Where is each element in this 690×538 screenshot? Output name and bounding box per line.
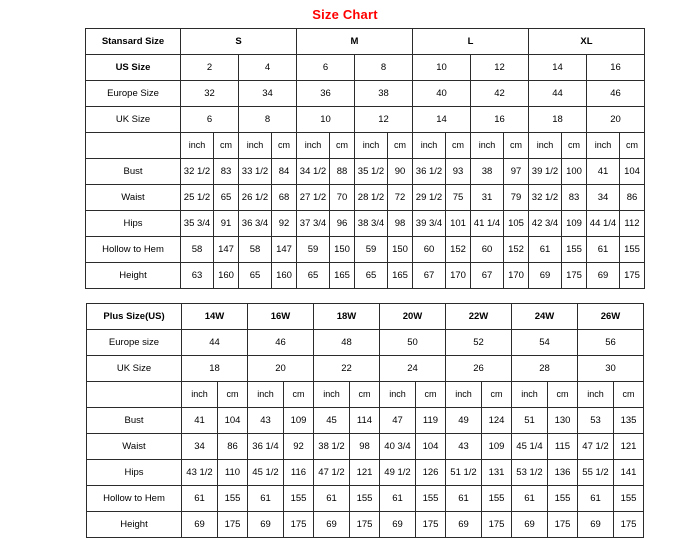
cell: 18 [182, 356, 248, 382]
cell: 45 [314, 408, 350, 434]
cell: 41 [587, 159, 620, 185]
cell: 155 [218, 486, 248, 512]
cell: 69 [587, 263, 620, 289]
cell: 43 [446, 434, 482, 460]
cell: 69 [578, 512, 614, 538]
row-label-us-size: US Size [86, 55, 181, 81]
unit-cell: inch [380, 382, 416, 408]
page-title: Size Chart [312, 7, 378, 22]
cell: 170 [504, 263, 529, 289]
table-row-europe-size [87, 330, 644, 356]
unit-cell: cm [620, 133, 645, 159]
cell: 61 [248, 486, 284, 512]
cell: 8 [355, 55, 413, 81]
cell: 18 [529, 107, 587, 133]
cell: 45 1/4 [512, 434, 548, 460]
cell: 27 1/2 [297, 185, 330, 211]
unit-cell: cm [614, 382, 644, 408]
cell: 46 [587, 81, 645, 107]
cell: 175 [416, 512, 446, 538]
units-row-label [86, 133, 181, 159]
cell: 22 [314, 356, 380, 382]
cell: 61 [512, 486, 548, 512]
group-20w: 20W [380, 304, 446, 330]
cell: 121 [614, 434, 644, 460]
cell: 92 [284, 434, 314, 460]
unit-cell: cm [350, 382, 380, 408]
unit-cell: cm [284, 382, 314, 408]
row-label-hollow-to-hem: Hollow to Hem [86, 237, 181, 263]
group-18w: 18W [314, 304, 380, 330]
cell: 36 1/2 [413, 159, 446, 185]
unit-cell: inch [314, 382, 350, 408]
cell: 69 [529, 263, 562, 289]
unit-cell: inch [248, 382, 284, 408]
unit-cell: inch [471, 133, 504, 159]
cell: 65 [214, 185, 239, 211]
cell: 61 [446, 486, 482, 512]
cell: 86 [218, 434, 248, 460]
unit-cell: inch [578, 382, 614, 408]
cell: 53 [578, 408, 614, 434]
row-label-waist: Waist [87, 434, 182, 460]
cell: 38 [471, 159, 504, 185]
row-label-europe-size: Europe size [87, 330, 182, 356]
cell: 49 1/2 [380, 460, 416, 486]
cell: 55 1/2 [578, 460, 614, 486]
cell: 32 [181, 81, 239, 107]
cell: 26 1/2 [239, 185, 272, 211]
row-label-hollow-to-hem: Hollow to Hem [87, 486, 182, 512]
cell: 28 1/2 [355, 185, 388, 211]
cell: 152 [504, 237, 529, 263]
cell: 16 [471, 107, 529, 133]
cell: 44 [529, 81, 587, 107]
cell: 65 [239, 263, 272, 289]
cell: 39 3/4 [413, 211, 446, 237]
table-row-hips [87, 460, 644, 486]
table-row-bust [86, 159, 645, 185]
cell: 175 [548, 512, 578, 538]
cell: 36 1/4 [248, 434, 284, 460]
cell: 70 [330, 185, 355, 211]
cell: 112 [620, 211, 645, 237]
unit-cell: inch [297, 133, 330, 159]
cell: 65 [297, 263, 330, 289]
cell: 69 [446, 512, 482, 538]
cell: 52 [446, 330, 512, 356]
cell: 42 3/4 [529, 211, 562, 237]
cell: 49 [446, 408, 482, 434]
cell: 61 [182, 486, 218, 512]
cell: 20 [587, 107, 645, 133]
cell: 115 [548, 434, 578, 460]
cell: 136 [548, 460, 578, 486]
cell: 54 [512, 330, 578, 356]
unit-cell: inch [182, 382, 218, 408]
group-24w: 24W [512, 304, 578, 330]
cell: 155 [350, 486, 380, 512]
cell: 150 [388, 237, 413, 263]
cell: 67 [471, 263, 504, 289]
cell: 58 [181, 237, 214, 263]
cell: 155 [416, 486, 446, 512]
cell: 59 [297, 237, 330, 263]
cell: 100 [562, 159, 587, 185]
unit-cell: inch [413, 133, 446, 159]
cell: 50 [380, 330, 446, 356]
cell: 47 1/2 [578, 434, 614, 460]
cell: 83 [214, 159, 239, 185]
cell: 150 [330, 237, 355, 263]
cell: 42 [471, 81, 529, 107]
unit-cell: cm [214, 133, 239, 159]
cell: 160 [214, 263, 239, 289]
cell: 175 [620, 263, 645, 289]
cell: 41 [182, 408, 218, 434]
standard-size-table-wrapper [0, 28, 690, 289]
cell: 59 [355, 237, 388, 263]
cell: 61 [587, 237, 620, 263]
cell: 53 1/2 [512, 460, 548, 486]
table-row-height [86, 263, 645, 289]
row-label-hips: Hips [86, 211, 181, 237]
cell: 175 [284, 512, 314, 538]
cell: 69 [248, 512, 284, 538]
group-14w: 14W [182, 304, 248, 330]
cell: 16 [587, 55, 645, 81]
cell: 86 [620, 185, 645, 211]
cell: 35 1/2 [355, 159, 388, 185]
cell: 104 [620, 159, 645, 185]
cell: 175 [218, 512, 248, 538]
cell: 104 [218, 408, 248, 434]
cell: 24 [380, 356, 446, 382]
cell: 47 [380, 408, 416, 434]
cell: 34 [182, 434, 218, 460]
cell: 109 [284, 408, 314, 434]
cell: 48 [314, 330, 380, 356]
cell: 175 [350, 512, 380, 538]
cell: 2 [181, 55, 239, 81]
cell: 12 [471, 55, 529, 81]
cell: 96 [330, 211, 355, 237]
row-label-bust: Bust [87, 408, 182, 434]
cell: 175 [482, 512, 512, 538]
cell: 155 [562, 237, 587, 263]
table-row-hollow-to-hem [87, 486, 644, 512]
cell: 36 3/4 [239, 211, 272, 237]
group-26w: 26W [578, 304, 644, 330]
cell: 116 [284, 460, 314, 486]
unit-cell: cm [482, 382, 512, 408]
table-row-europe-size [86, 81, 645, 107]
cell: 45 1/2 [248, 460, 284, 486]
cell: 67 [413, 263, 446, 289]
cell: 69 [380, 512, 416, 538]
cell: 69 [182, 512, 218, 538]
cell: 90 [388, 159, 413, 185]
cell: 88 [330, 159, 355, 185]
cell: 30 [578, 356, 644, 382]
cell: 61 [578, 486, 614, 512]
cell: 44 1/4 [587, 211, 620, 237]
cell: 6 [181, 107, 239, 133]
plus-size-table [86, 303, 644, 538]
cell: 110 [218, 460, 248, 486]
cell: 170 [446, 263, 471, 289]
cell: 135 [614, 408, 644, 434]
table-row-height [87, 512, 644, 538]
standard-size-header: Stansard Size [86, 29, 181, 55]
cell: 147 [214, 237, 239, 263]
cell: 141 [614, 460, 644, 486]
unit-cell: inch [587, 133, 620, 159]
cell: 97 [504, 159, 529, 185]
cell: 152 [446, 237, 471, 263]
cell: 38 3/4 [355, 211, 388, 237]
cell: 14 [413, 107, 471, 133]
cell: 36 [297, 81, 355, 107]
plus-size-header: Plus Size(US) [87, 304, 182, 330]
table-row-uk-size [86, 107, 645, 133]
cell: 175 [614, 512, 644, 538]
cell: 93 [446, 159, 471, 185]
cell: 60 [413, 237, 446, 263]
cell: 105 [504, 211, 529, 237]
cell: 165 [388, 263, 413, 289]
row-label-hips: Hips [87, 460, 182, 486]
cell: 14 [529, 55, 587, 81]
cell: 91 [214, 211, 239, 237]
unit-cell: cm [446, 133, 471, 159]
cell: 40 3/4 [380, 434, 416, 460]
cell: 84 [272, 159, 297, 185]
group-xl: XL [529, 29, 645, 55]
cell: 35 3/4 [181, 211, 214, 237]
table-row-waist [87, 434, 644, 460]
cell: 38 1/2 [314, 434, 350, 460]
table-row-group-header [87, 304, 644, 330]
group-22w: 22W [446, 304, 512, 330]
cell: 28 [512, 356, 578, 382]
unit-cell: inch [529, 133, 562, 159]
cell: 38 [355, 81, 413, 107]
unit-cell: cm [548, 382, 578, 408]
row-label-height: Height [87, 512, 182, 538]
cell: 68 [272, 185, 297, 211]
row-label-height: Height [86, 263, 181, 289]
cell: 119 [416, 408, 446, 434]
cell: 98 [388, 211, 413, 237]
cell: 60 [471, 237, 504, 263]
cell: 155 [614, 486, 644, 512]
cell: 34 1/2 [297, 159, 330, 185]
cell: 26 [446, 356, 512, 382]
cell: 126 [416, 460, 446, 486]
cell: 34 [587, 185, 620, 211]
table-row-uk-size [87, 356, 644, 382]
cell: 92 [272, 211, 297, 237]
cell: 124 [482, 408, 512, 434]
unit-cell: cm [218, 382, 248, 408]
plus-size-table-wrapper [0, 289, 690, 538]
table-row-waist [86, 185, 645, 211]
cell: 175 [562, 263, 587, 289]
cell: 25 1/2 [181, 185, 214, 211]
unit-cell: inch [239, 133, 272, 159]
cell: 31 [471, 185, 504, 211]
cell: 12 [355, 107, 413, 133]
group-s: S [181, 29, 297, 55]
table-row-hips [86, 211, 645, 237]
cell: 83 [562, 185, 587, 211]
table-row-group-header [86, 29, 645, 55]
table-row-units [86, 133, 645, 159]
unit-cell: inch [181, 133, 214, 159]
cell: 32 1/2 [181, 159, 214, 185]
standard-size-table [85, 28, 645, 289]
cell: 10 [297, 107, 355, 133]
cell: 98 [350, 434, 380, 460]
cell: 43 [248, 408, 284, 434]
cell: 46 [248, 330, 314, 356]
row-label-uk-size: UK Size [87, 356, 182, 382]
cell: 104 [416, 434, 446, 460]
table-row-hollow-to-hem [86, 237, 645, 263]
cell: 61 [529, 237, 562, 263]
unit-cell: cm [388, 133, 413, 159]
cell: 65 [355, 263, 388, 289]
cell: 75 [446, 185, 471, 211]
cell: 10 [413, 55, 471, 81]
cell: 131 [482, 460, 512, 486]
cell: 121 [350, 460, 380, 486]
cell: 4 [239, 55, 297, 81]
group-m: M [297, 29, 413, 55]
unit-cell: inch [446, 382, 482, 408]
cell: 44 [182, 330, 248, 356]
unit-cell: inch [355, 133, 388, 159]
group-16w: 16W [248, 304, 314, 330]
cell: 165 [330, 263, 355, 289]
unit-cell: cm [416, 382, 446, 408]
cell: 39 1/2 [529, 159, 562, 185]
group-l: L [413, 29, 529, 55]
unit-cell: inch [512, 382, 548, 408]
cell: 6 [297, 55, 355, 81]
cell: 69 [314, 512, 350, 538]
cell: 79 [504, 185, 529, 211]
cell: 37 3/4 [297, 211, 330, 237]
unit-cell: cm [330, 133, 355, 159]
cell: 43 1/2 [182, 460, 218, 486]
cell: 155 [620, 237, 645, 263]
cell: 20 [248, 356, 314, 382]
unit-cell: cm [272, 133, 297, 159]
table-row-units [87, 382, 644, 408]
cell: 29 1/2 [413, 185, 446, 211]
cell: 109 [482, 434, 512, 460]
cell: 114 [350, 408, 380, 434]
row-label-uk-size: UK Size [86, 107, 181, 133]
cell: 72 [388, 185, 413, 211]
cell: 47 1/2 [314, 460, 350, 486]
row-label-bust: Bust [86, 159, 181, 185]
cell: 155 [548, 486, 578, 512]
cell: 51 1/2 [446, 460, 482, 486]
cell: 33 1/2 [239, 159, 272, 185]
cell: 58 [239, 237, 272, 263]
cell: 63 [181, 263, 214, 289]
units-row-label [87, 382, 182, 408]
cell: 101 [446, 211, 471, 237]
cell: 109 [562, 211, 587, 237]
cell: 155 [284, 486, 314, 512]
cell: 51 [512, 408, 548, 434]
cell: 147 [272, 237, 297, 263]
cell: 160 [272, 263, 297, 289]
cell: 61 [314, 486, 350, 512]
row-label-waist: Waist [86, 185, 181, 211]
cell: 130 [548, 408, 578, 434]
cell: 61 [380, 486, 416, 512]
cell: 40 [413, 81, 471, 107]
cell: 41 1/4 [471, 211, 504, 237]
table-row-us-size [86, 55, 645, 81]
cell: 155 [482, 486, 512, 512]
cell: 56 [578, 330, 644, 356]
row-label-europe-size: Europe Size [86, 81, 181, 107]
cell: 34 [239, 81, 297, 107]
unit-cell: cm [562, 133, 587, 159]
table-row-bust [87, 408, 644, 434]
cell: 69 [512, 512, 548, 538]
cell: 8 [239, 107, 297, 133]
unit-cell: cm [504, 133, 529, 159]
cell: 32 1/2 [529, 185, 562, 211]
